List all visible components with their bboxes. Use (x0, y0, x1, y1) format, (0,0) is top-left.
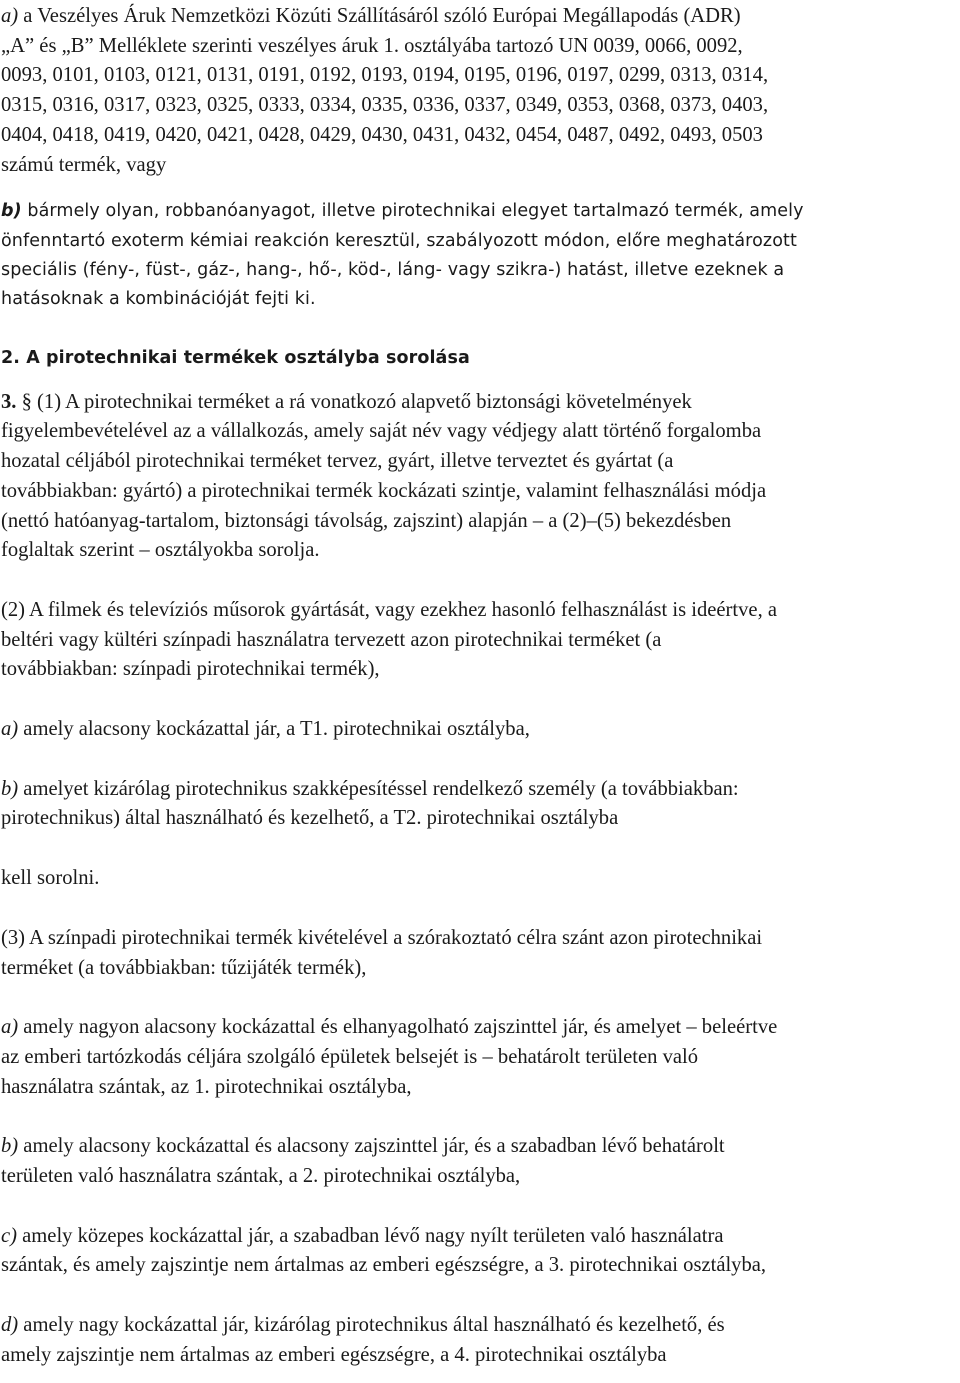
paragraph-2-end (1, 864, 956, 894)
item-marker: d) (1, 1314, 19, 1337)
text-line: speciális (fény-, füst-, gáz-, hang-, hő-, köd-, láng- vagy szikra-) hatást, illetve ezeknek a (1, 259, 785, 280)
paragraph-3-c (1, 1222, 956, 1281)
text-line: számú termék, vagy (1, 153, 167, 176)
text-line: § (1) A pirotechnikai terméket a rá vonatkozó alapvető biztonsági követelmények (16, 390, 692, 413)
text-line: használatra szántak, az 1. pirotechnikai osztályba, (1, 1075, 412, 1098)
paragraph-number: 3. (1, 390, 17, 413)
item-marker: b) (1, 777, 19, 800)
section-b (1, 197, 956, 314)
text-line: „A” és „B” Melléklete szerinti veszélyes áruk 1. osztályába tartozó UN 0039, 0066, 0092, (1, 34, 743, 57)
text-line: (nettó hatóanyag-tartalom, biztonsági távolság, zajszint) alapján – a (2)–(5) bekezdésben (1, 509, 732, 532)
text-line: amely alacsony kockázattal és alacsony zajszinttel jár, és a szabadban lévő behatárolt (18, 1135, 725, 1158)
text-line: területen való használatra szántak, a 2. pirotechnikai osztályba, (1, 1165, 521, 1188)
text-line: figyelembevételével az a vállalkozás, amely saját név vagy védjegy alatt történő forgalomba (1, 420, 762, 443)
text-line: pirotechnikus) által használható és kezelhető, a T2. pirotechnikai osztályba (1, 807, 619, 830)
section-a (1, 2, 956, 180)
text-line: hozatal céljából pirotechnikai terméket tervez, gyárt, illetve terveztet és gyártat (a (1, 450, 674, 473)
item-marker: b) (1, 1135, 19, 1158)
paragraph-3-a (1, 1013, 956, 1102)
item-marker: c) (1, 1224, 17, 1247)
text-line: beltéri vagy kültéri színpadi használatra tervezett azon pirotechnikai terméket (a (1, 628, 662, 651)
item-marker: a) (1, 1016, 19, 1039)
text-line: továbbiakban: színpadi pirotechnikai termék), (1, 658, 380, 681)
section-heading (1, 344, 956, 373)
text-line: amely nagy kockázattal jár, kizárólag pirotechnikus által használható és kezelhető, és (18, 1314, 725, 1337)
text-line: hatásoknak a kombinációját fejti ki. (1, 289, 316, 310)
text-line: 0315, 0316, 0317, 0323, 0325, 0333, 0334, 0335, 0336, 0337, 0349, 0353, 0368, 0373, 0403, (1, 94, 769, 117)
paragraph-3 (1, 924, 956, 983)
item-marker: b) (1, 201, 22, 222)
paragraph-3-d (1, 1311, 956, 1370)
heading-text: 2. A pirotechnikai termékek osztályba sorolása (1, 348, 470, 369)
text-line: 0093, 0101, 0103, 0121, 0131, 0191, 0192, 0193, 0194, 0195, 0196, 0197, 0299, 0313, 0314, (1, 64, 769, 87)
text-line: 0404, 0418, 0419, 0420, 0421, 0428, 0429, 0430, 0431, 0432, 0454, 0487, 0492, 0493, 0503 (1, 123, 763, 146)
text-line: amely alacsony kockázattal jár, a T1. pirotechnikai osztályba, (18, 718, 530, 741)
item-marker: a) (1, 718, 19, 741)
text-line: továbbiakban: gyártó) a pirotechnikai termék kockázati szintje, valamint felhasználási módja (1, 479, 767, 502)
text-line: amely közepes kockázattal jár, a szabadban lévő nagy nyílt területen való használatra (17, 1224, 724, 1247)
text-line: a Veszélyes Áruk Nemzetközi Közúti Szállításáról szóló Európai Megállapodás (ADR) (18, 5, 741, 27)
text-line: (3) A színpadi pirotechnikai termék kivételével a szórakoztató célra szánt azon pirotechnikai (1, 926, 763, 949)
text-line: önfenntartó exoterm kémiai reakción keresztül, szabályozott módon, előre meghatározott (1, 230, 797, 251)
text-line: terméket (a továbbiakban: tűzijáték termék), (1, 956, 367, 979)
text-line: az emberi tartózkodás céljára szolgáló épületek belsejét is – behatárolt területen való (1, 1045, 699, 1068)
paragraph-3-b (1, 1132, 956, 1191)
paragraph-2 (1, 596, 956, 685)
item-marker: a) (1, 5, 19, 27)
text-line: (2) A filmek és televíziós műsorok gyártását, vagy ezekhez hasonló felhasználást is ideértve, a (1, 598, 778, 621)
paragraph-3-1 (1, 388, 956, 566)
paragraph-2-b (1, 775, 956, 834)
text-line: szántak, és amely zajszintje nem ártalmas az emberi egészségre, a 3. pirotechnikai osztályba, (1, 1254, 767, 1277)
text-line: amely nagyon alacsony kockázattal és elhanyagolható zajszinttel jár, és amelyet – beleértve (18, 1016, 778, 1039)
text-line: bármely olyan, robbanóanyagot, illetve pirotechnikai elegyet tartalmazó termék, amely (21, 201, 804, 222)
text-line: amely zajszintje nem ártalmas az emberi egészségre, a 4. pirotechnikai osztályba (1, 1343, 667, 1366)
text-line: foglaltak szerint – osztályokba sorolja. (1, 539, 320, 562)
text-line: kell sorolni. (1, 867, 100, 890)
text-line: amelyet kizárólag pirotechnikus szakképesítéssel rendelkező személy (a továbbiakban: (18, 777, 739, 800)
paragraph-2-a (1, 715, 956, 745)
